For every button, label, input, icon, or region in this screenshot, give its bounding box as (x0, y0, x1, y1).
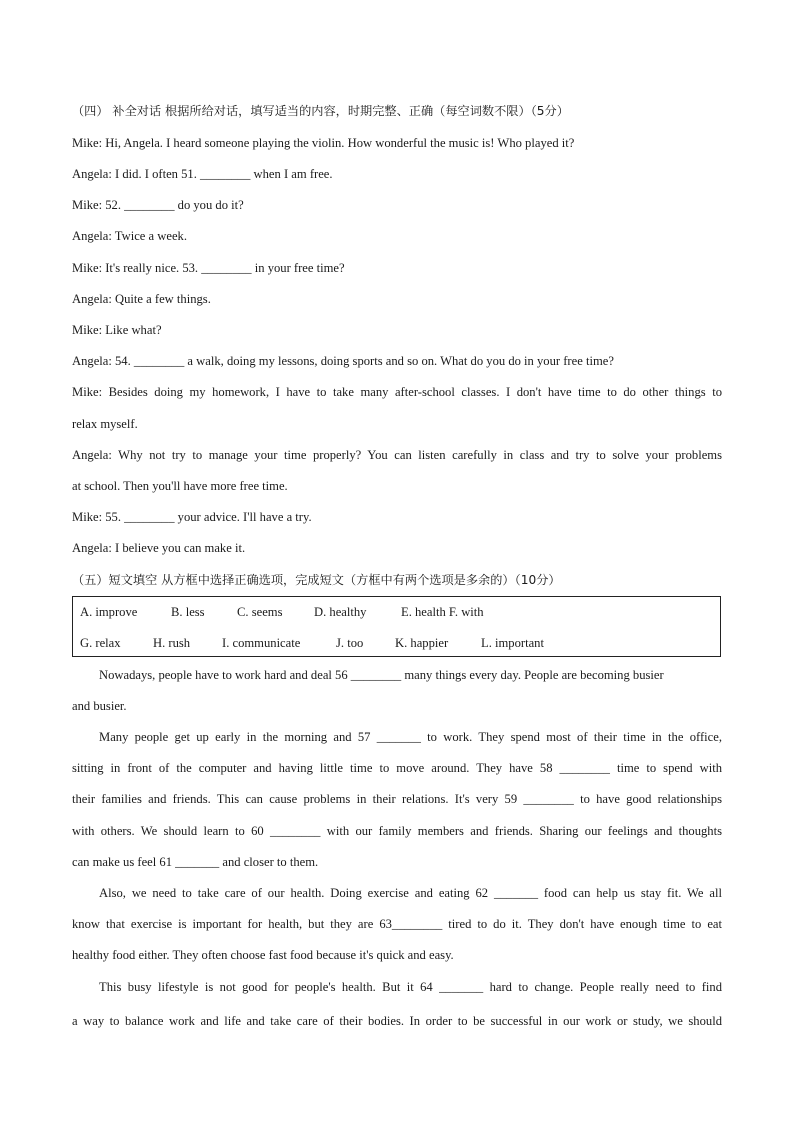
option-l: L. important (481, 636, 544, 650)
option-b: B. less (171, 605, 205, 619)
passage-line: their families and friends. This can cause problems in their relations. It's very 59 ________ to have good relationships (72, 792, 722, 806)
dialogue-line: Mike: 52. ________ do you do it? (72, 198, 244, 212)
passage-line: and busier. (72, 699, 127, 713)
option-k: K. happier (395, 636, 449, 650)
option-g: G. relax (80, 636, 121, 650)
dialogue-line: Mike: Like what? (72, 323, 162, 337)
passage-line: can make us feel 61 _______ and closer to them. (72, 855, 319, 869)
passage-line: know that exercise is important for health, but they are 63________ tired to do it. They don't have enough time to eat (72, 917, 722, 931)
dialogue-line: relax myself. (72, 417, 138, 431)
option-i: I. communicate (222, 636, 301, 650)
passage-line: Also, we need to take care of our health. Doing exercise and eating 62 _______ food can help us stay fit. We all (99, 886, 722, 900)
option-j: J. too (336, 636, 364, 650)
options-box (72, 596, 721, 657)
passage-line: This busy lifestyle is not good for people's health. But it 64 _______ hard to change. People really need to find (99, 980, 722, 994)
dialogue-line: Mike: 55. ________ your advice. I'll have a try. (72, 510, 312, 524)
passage-line: Many people get up early in the morning and 57 _______ to work. They spend most of their time in the office, (99, 730, 722, 744)
option-c: C. seems (237, 605, 283, 619)
option-a: A. improve (80, 605, 138, 619)
passage-line: a way to balance work and life and take care of their bodies. In order to be successful in our work or study, we should (72, 1014, 722, 1028)
dialogue-line: Angela: I believe you can make it. (72, 541, 246, 555)
dialogue-line: Angela: Twice a week. (72, 229, 187, 243)
passage-line: sitting in front of the computer and having little time to move around. They have 58 ________ time to spend with (72, 761, 722, 775)
dialogue-line: Mike: It's really nice. 53. ________ in your free time? (72, 261, 345, 275)
dialogue-line: Mike: Hi, Angela. I heard someone playing the violin. How wonderful the music is! Who played it? (72, 136, 575, 150)
passage-line: with others. We should learn to 60 ________ with our family members and friends. Sharing our feelings and thoughts (72, 824, 722, 838)
dialogue-line: Angela: 54. ________ a walk, doing my lessons, doing sports and so on. What do you do in your free time? (72, 354, 614, 368)
passage-line: Nowadays, people have to work hard and deal 56 ________ many things every day. People are becoming busier (99, 668, 664, 682)
dialogue-line: at school. Then you'll have more free time. (72, 479, 288, 493)
passage-line: healthy food either. They often choose fast food because it's quick and easy. (72, 948, 454, 962)
dialogue-line: Angela: Why not try to manage your time properly? You can listen carefully in class and try to solve your problems (72, 448, 722, 462)
section-5-heading: （五）短文填空 从方框中选择正确选项，完成短文（方框中有两个选项是多余的）（10分） (72, 573, 561, 587)
option-h: H. rush (153, 636, 191, 650)
dialogue-line: Angela: I did. I often 51. ________ when I am free. (72, 167, 333, 181)
dialogue-line: Angela: Quite a few things. (72, 292, 211, 306)
dialogue-line: Mike: Besides doing my homework, I have to take many after-school classes. I don't have time to do other things to (72, 385, 722, 399)
option-d: D. healthy (314, 605, 367, 619)
option-e-f: E. health F. with (401, 605, 484, 619)
section-4-heading: （四） 补全对话 根据所给对话，填写适当的内容，时期完整、正确（每空词数不限）（5分） (72, 104, 569, 118)
